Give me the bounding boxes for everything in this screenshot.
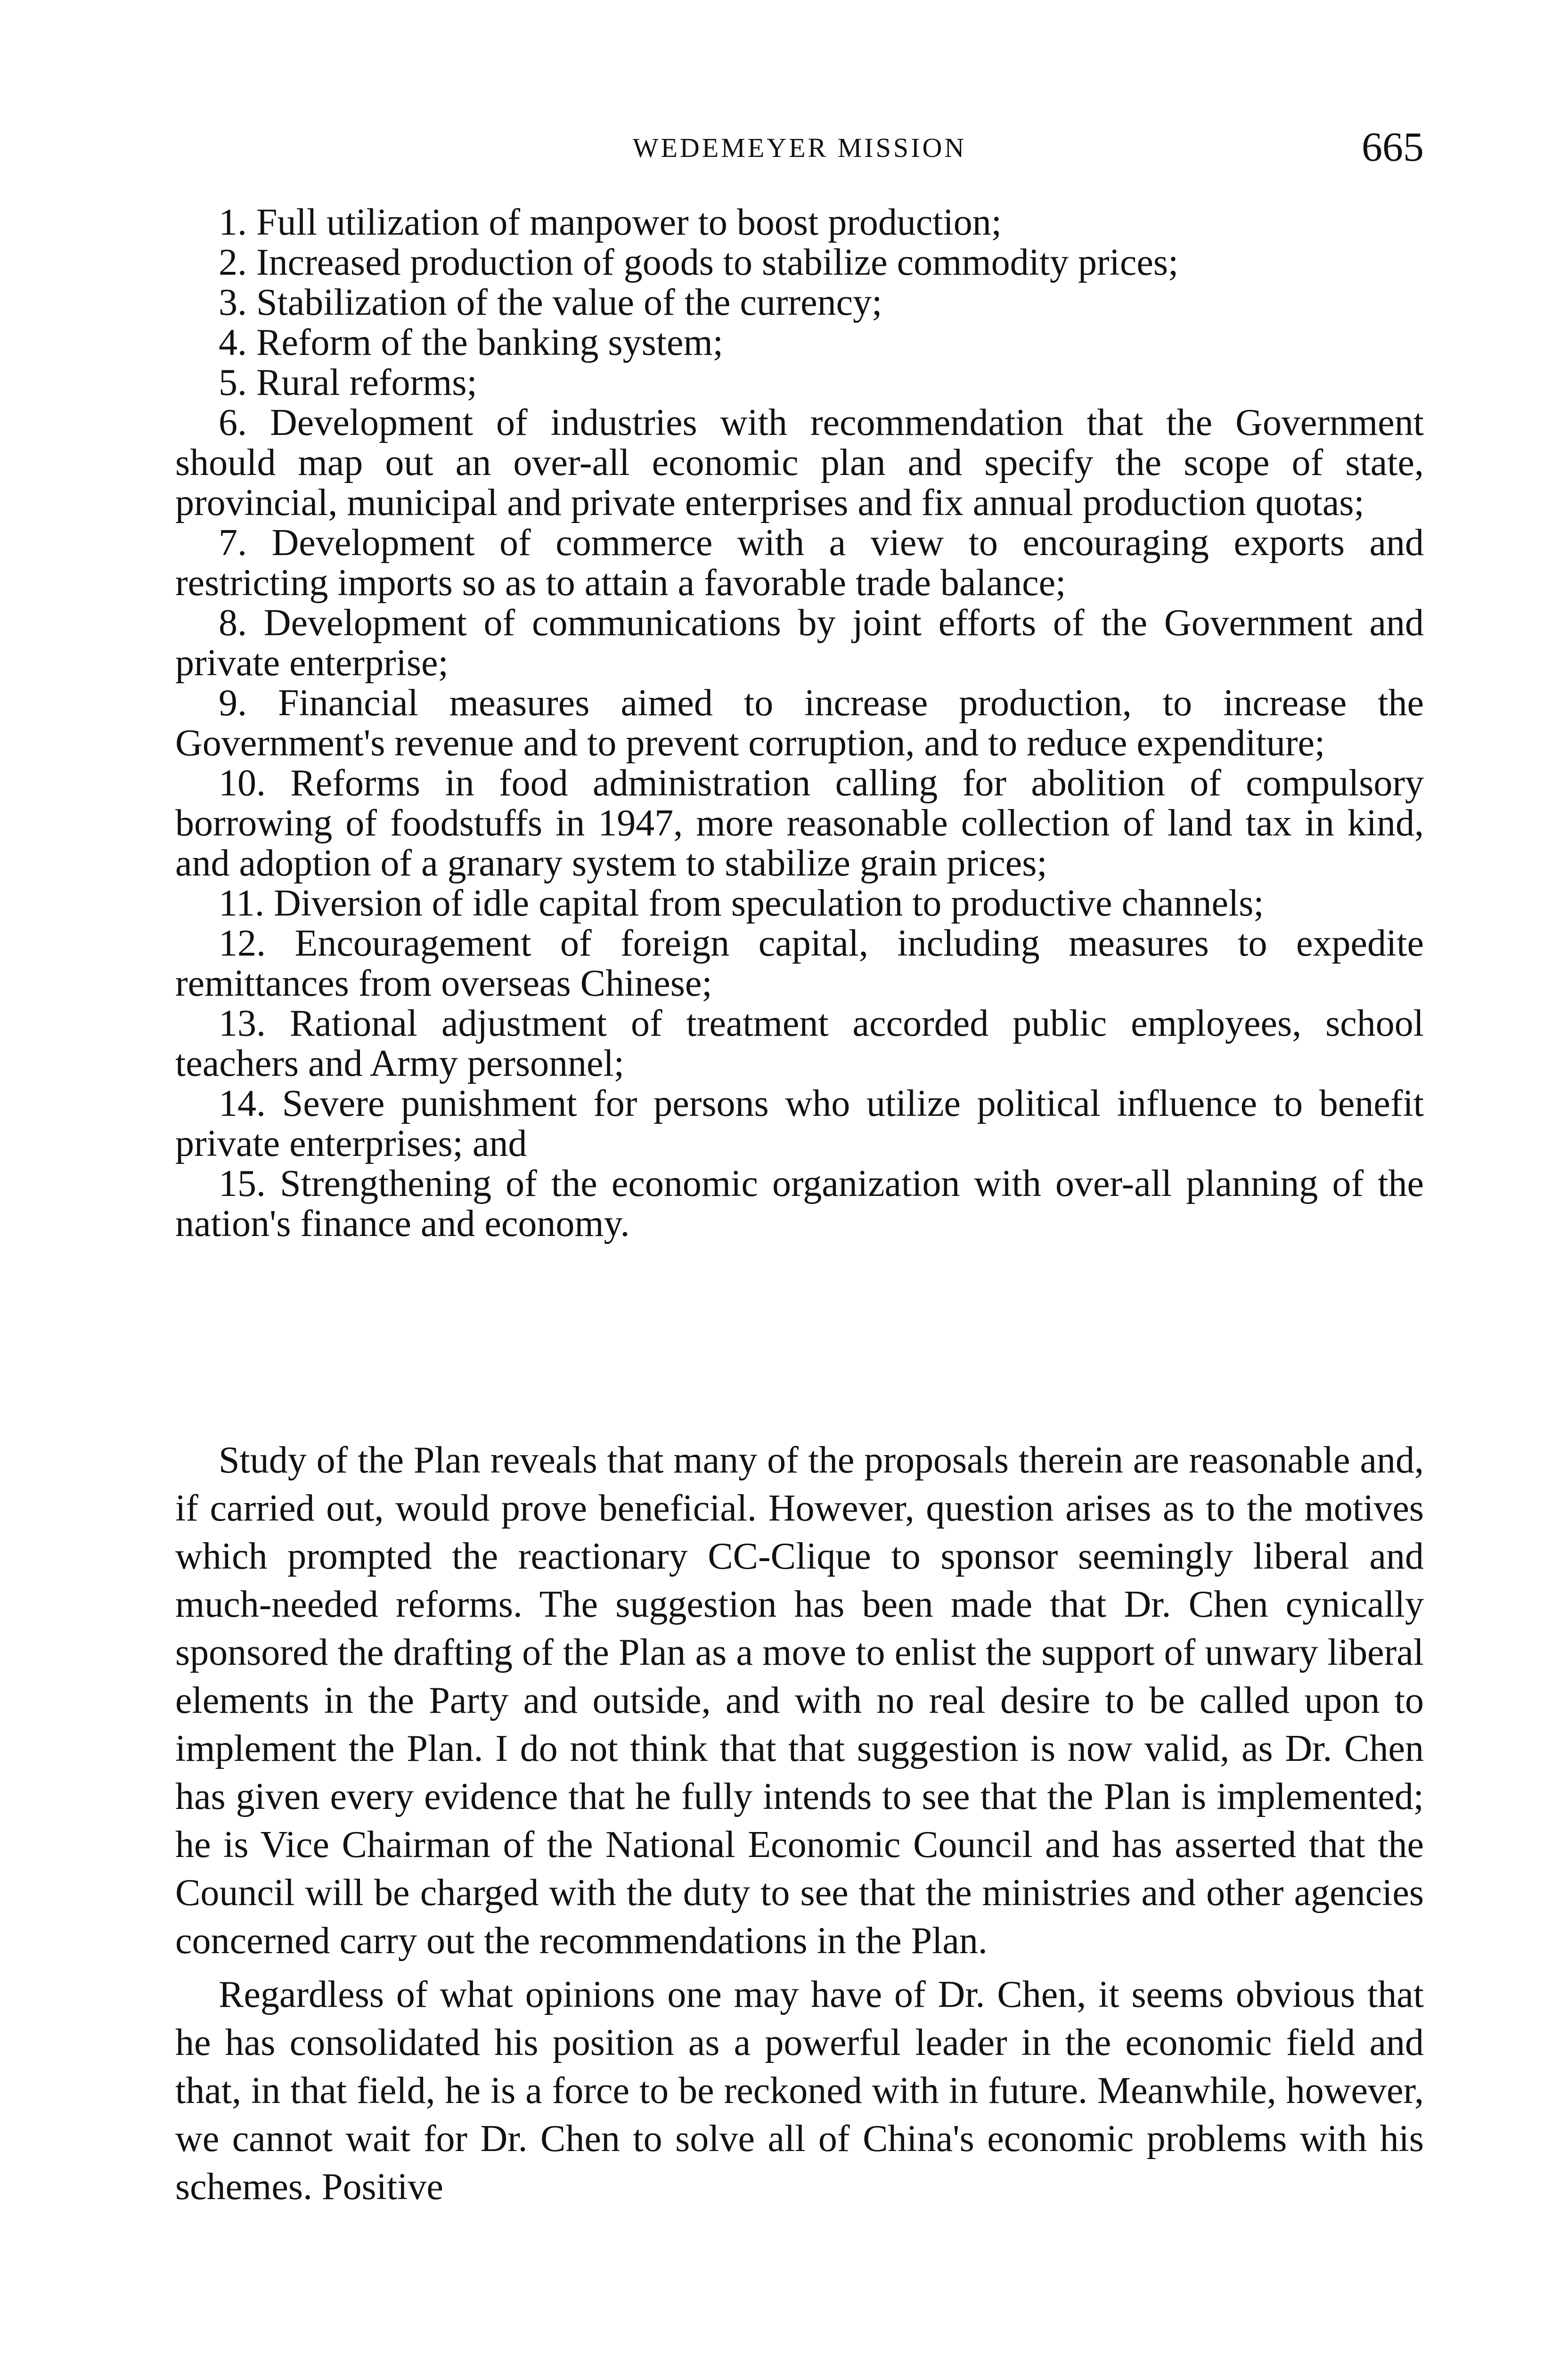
list-item: 14. Severe punishment for persons who utilize political influence to benefit private enterprises; and bbox=[175, 1083, 1424, 1164]
list-item: 2. Increased production of goods to stabilize commodity prices; bbox=[219, 242, 1179, 283]
running-title: WEDEMEYER MISSION bbox=[632, 132, 967, 163]
list-item: 13. Rational adjustment of treatment accorded public employees, school teachers and Army personnel; bbox=[175, 1003, 1424, 1084]
list-item: 10. Reforms in food administration calling for abolition of compulsory borrowing of foodstuffs in 1947, more reasonable collection of land tax in kind, and adoption of a granary system to stabilize grain prices; bbox=[175, 762, 1424, 884]
list-item: 9. Financial measures aimed to increase production, to increase the Government's revenue and to prevent corruption, and to reduce expenditure; bbox=[175, 682, 1424, 764]
list-item: 1. Full utilization of manpower to boost production; bbox=[219, 202, 1002, 243]
list-item: 7. Development of commerce with a view to encouraging exports and restricting imports so as to attain a favorable trade balance; bbox=[175, 522, 1424, 604]
list-item: 4. Reform of the banking system; bbox=[219, 322, 723, 363]
page-number: 665 bbox=[1362, 124, 1424, 170]
paragraph: Study of the Plan reveals that many of the proposals therein are reasonable and, if carried out, would prove beneficial. However, question arises as to the motives which prompted the reactionary CC-Clique to sponsor seemingly liberal and much-needed reforms. The suggestion has been made that Dr. Chen cynically sponsored the drafting of the Plan as a move to enlist the support of unwary liberal elements in the Party and outside, and with no real desire to be called upon to implement the Plan. I do not think that that suggestion is now valid, as Dr. Chen has given every evidence that he fully intends to see that the Plan is implemented; he is Vice Chairman of the National Economic Council and has asserted that the Council will be charged with the duty to see that the ministries and other agencies concerned carry out the recommendations in the Plan. bbox=[175, 1440, 1424, 1962]
reform-list bbox=[175, 203, 1424, 1244]
list-item: 5. Rural reforms; bbox=[219, 362, 477, 403]
list-item: 8. Development of communications by joint efforts of the Government and private enterprise; bbox=[175, 602, 1424, 684]
list-item: 6. Development of industries with recommendation that the Government should map out an over-all economic plan and specify the scope of state, provincial, municipal and private enterprises and fix annual production quotas; bbox=[175, 402, 1424, 524]
paragraph: Regardless of what opinions one may have of Dr. Chen, it seems obvious that he has consolidated his position as a powerful leader in the economic field and that, in that field, he is a force to be reckoned with in future. Meanwhile, however, we cannot wait for Dr. Chen to solve all of China's economic problems with his schemes. Positive bbox=[175, 1974, 1424, 2208]
list-item: 11. Diversion of idle capital from speculation to productive channels; bbox=[219, 883, 1264, 924]
running-head bbox=[175, 123, 1424, 171]
list-item: 12. Encouragement of foreign capital, including measures to expedite remittances from overseas Chinese; bbox=[175, 923, 1424, 1004]
list-item: 3. Stabilization of the value of the currency; bbox=[219, 282, 882, 323]
list-item: 15. Strengthening of the economic organization with over-all planning of the nation's finance and economy. bbox=[175, 1163, 1424, 1244]
body-text bbox=[175, 1436, 1424, 2217]
